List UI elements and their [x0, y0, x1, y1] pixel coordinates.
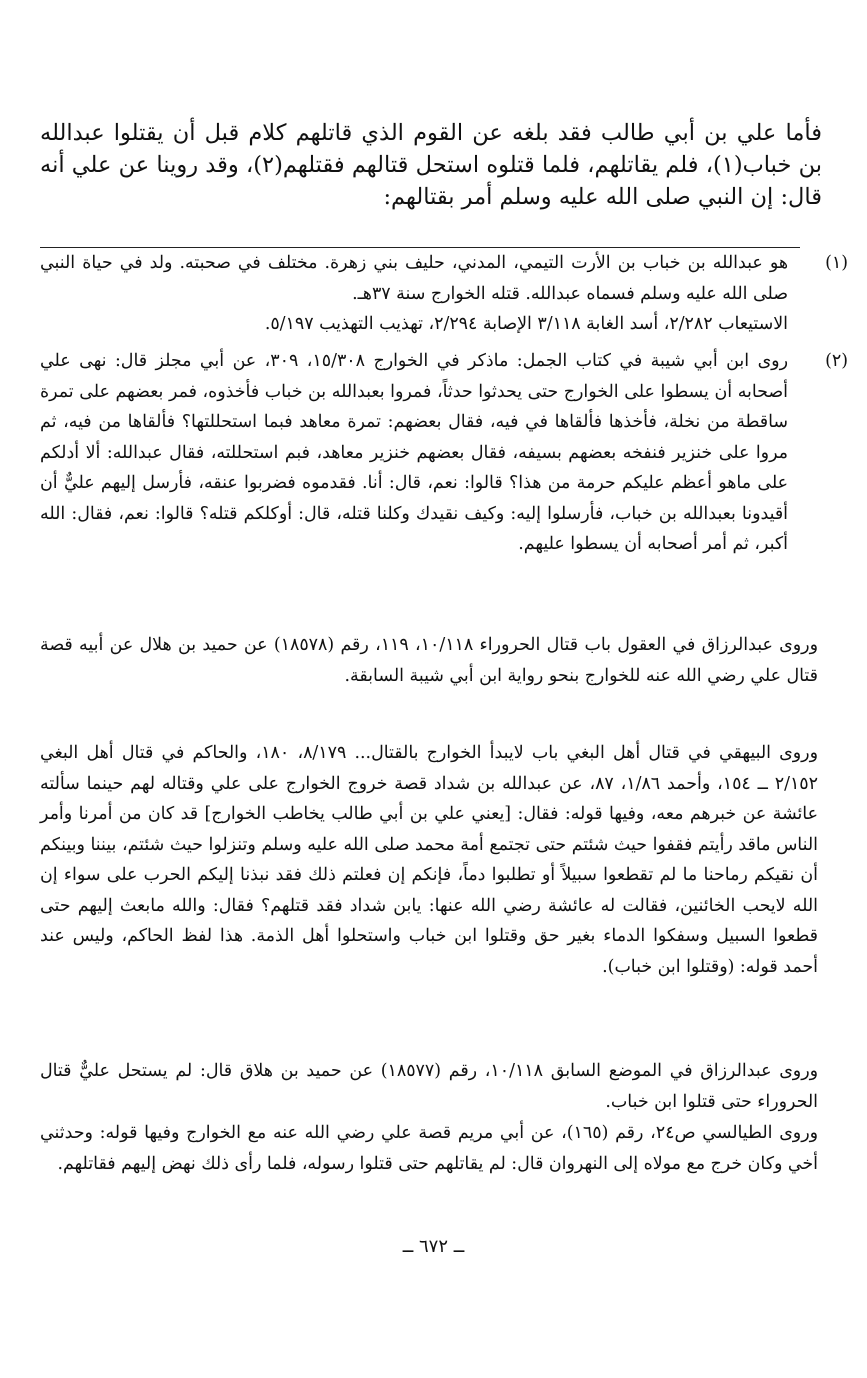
footnote-paragraph: [40, 738, 818, 982]
paragraph-text: وروى عبدالرزاق في العقول باب قتال الحروراء ١٠/١١٨، ١١٩، رقم (١٨٥٧٨) عن حميد بن هلال عن أبيه قصة قتال علي رضي الله عنه للخوارج بنحو رواية ابن أبي شيبة السابقة.: [40, 635, 818, 686]
footnote-number: (٢): [825, 351, 848, 371]
footnote-number: (١): [825, 253, 848, 273]
paragraph-text: وروى الطيالسي ص٢٤، رقم (١٦٥)، عن أبي مريم قصة علي رضي الله عنه مع الخوارج وفيها قوله: وحدثني أخي وكان خرج مع مولاه إلى النهروان قال: لم يقاتلهم حتى قتلوا رسوله، فلما رأى ذلك نهض إليهم فقاتلهم.: [40, 1123, 818, 1174]
footnote-line: روى ابن أبي شيبة في كتاب الجمل: ماذكر في الخوارج ١٥/٣٠٨، ٣٠٩، عن أبي مجلز قال: نهى علي أصحابه أن يسطوا على الخوارج حتى يحدثوا حدثاً، فمروا بعبدالله بن خباب فأخذوه، فمر بعضهم على تمرة ساقطة من نخلة، فأخذها فألقاها في فيه، فقال بعضهم: تمرة معاهد فبما استحللتها؟ فألقاها من فيه، ثم مروا على خنزير فنفخه بعضهم بسيفه، فقال بعضهم خنزير معاهد، فبم استحللته، فقال عبدالله: ألا أدلكم على ماهو أعظم عليكم حرمة من هذا؟ قالوا: نعم، قال: أنا. فقدموه فضربوا عنقه، فأرسل إليهم عليٌّ أن أقيدونا بعبدالله بن خباب، فأرسلوا إليه: وكيف نقيدك وكلنا قتله، قال: أوكلكم قتله؟ قالوا: نعم، فقال: الله أكبر، ثم أمر أصحابه أن يسطوا عليهم.: [40, 351, 788, 554]
footnote-paragraph: [40, 630, 818, 691]
main-paragraph: فأما علي بن أبي طالب فقد بلغه عن القوم الذي قاتلهم كلام قبل أن يقتلوا عبدالله بن خباب(١)، فلم يقاتلهم، فلما قتلوه استحل قتالهم فقتلهم(٢)، وقد روينا عن علي أنه قال: إن النبي صلى الله عليه وسلم أمر بقتالهم:: [40, 120, 822, 210]
footnote-line: هو عبدالله بن خباب بن الأرت التيمي، المدني، حليف بني زهرة. مختلف في صحبته. ولد في حياة النبي صلى الله عليه وسلم فسماه عبدالله. قتله الخوارج سنة ٣٧هـ.: [40, 253, 788, 304]
page-number: ــ ٦٧٢ ــ: [402, 1236, 465, 1257]
footnote-1: [40, 248, 848, 340]
footnote-paragraph: [40, 1056, 818, 1117]
footnote-2: [40, 346, 848, 560]
footnote-line: الاستيعاب ٢/٢٨٢، أسد الغابة ٣/١١٨ الإصابة ٢/٢٩٤، تهذيب التهذيب ٥/١٩٧.: [264, 314, 788, 334]
main-text: [40, 117, 822, 213]
paragraph-text: وروى البيهقي في قتال أهل البغي باب لايبدأ الخوارج بالقتال... ٨/١٧٩، ١٨٠، والحاكم في قتال أهل البغي ٢/١٥٢ ــ ١٥٤، وأحمد ١/٨٦، ٨٧، عن عبدالله بن شداد قصة خروج الخوارج على علي وقتاله لهم حينما سألته عائشة عن خبرهم معه، وفيها قوله: فقال: [يعني علي بن أبي طالب يخاطب الخوارج] قد كان من أمرنا وأمر الناس ماقد رأيتم فقفوا حيث شئتم حتى تجتمع أمة محمد صلى الله عليه وسلم وتنزلوا حيث شئتم، بيننا وبينكم أن نقيكم رماحنا ما لم تقطعوا سبيلاً أو تطلبوا دماً، فإنكم إن فعلتم ذلك فقد نبذنا إليكم الحرب على سواء إن الله لايحب الخائنين، فقالت له عائشة رضي الله عنها: يابن شداد فقد قتلهم؟ فقال: والله مابعث إليهم حتى قطعوا السبيل وسفكوا الدماء بغير حق وقتلوا ابن خباب واستحلوا أهل الذمة. هذا لفظ الحاكم، وليس عند أحمد قوله: (وقتلوا ابن خباب).: [40, 743, 818, 977]
paragraph-text: وروى عبدالرزاق في الموضع السابق ١٠/١١٨، رقم (١٨٥٧٧) عن حميد بن هلاق قال: لم يستحل عليٌّ قتال الحروراء حتى قتلوا ابن خباب.: [40, 1061, 819, 1112]
footnote-paragraph: [40, 1118, 818, 1179]
